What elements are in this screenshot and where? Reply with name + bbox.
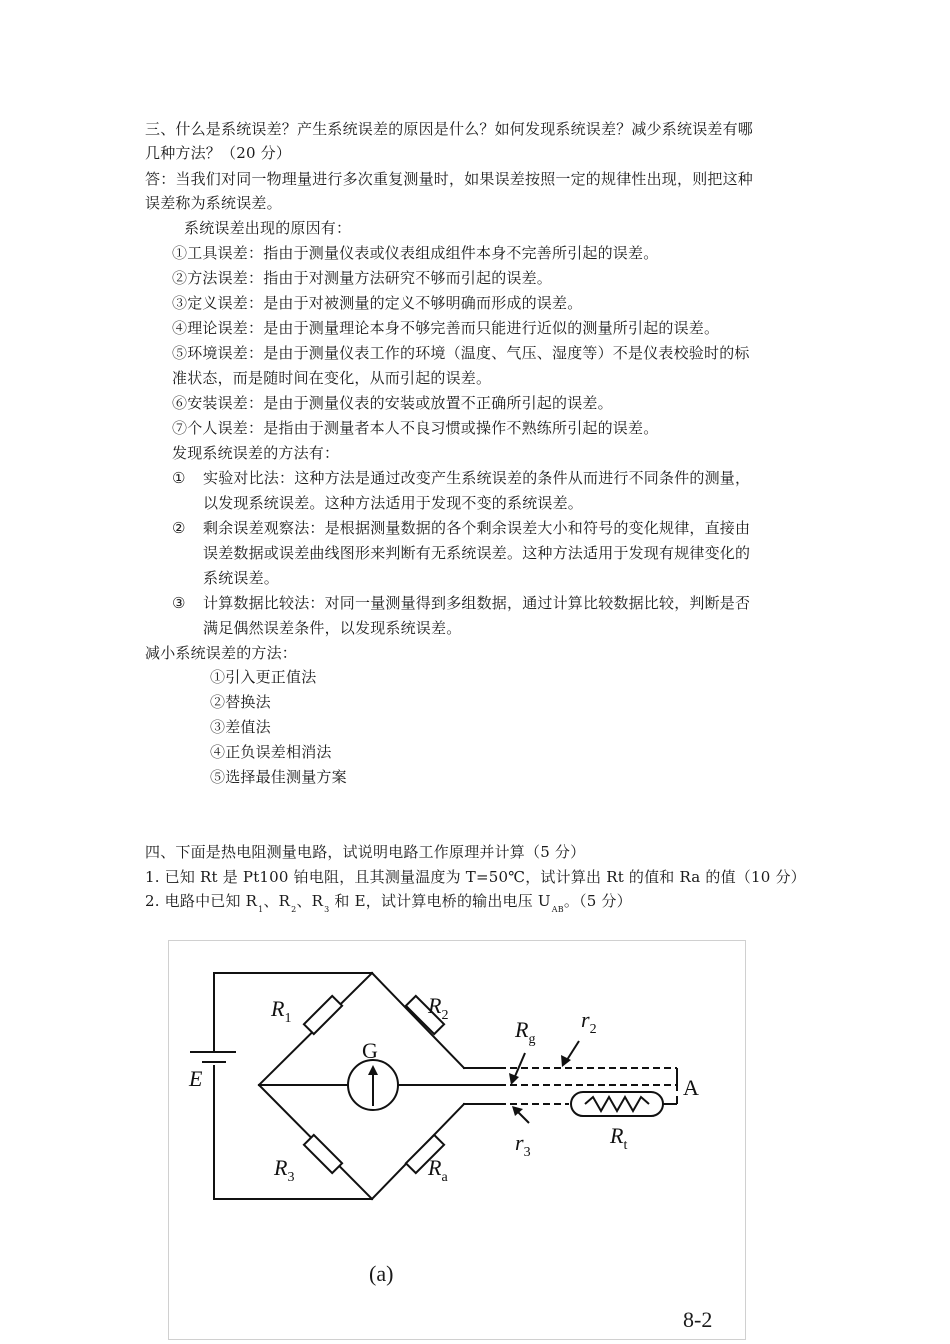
detect-method-number: ③ [172,594,186,612]
causes-heading: 系统误差出现的原因有： [184,219,352,237]
detect-method-text: 剩余误差观察法：是根据测量数据的各个剩余误差大小和符号的变化规律，直接由 [203,519,751,537]
resistor-r1 [304,996,342,1034]
cause-item: ②方法误差：指由于对测量方法研究不够而引起的误差。 [172,269,553,287]
wire-top-left [214,973,372,1034]
detect-method-text: 误差数据或误差曲线图形来判断有无系统误差。这种方法适用于发现有规律变化的 [203,544,751,562]
label-e: E [189,1066,203,1091]
detect-method-text: 计算数据比较法：对同一量测量得到多组数据，通过计算比较数据比较，判断是否 [203,594,751,612]
cause-item: ⑤环境误差：是由于测量仪表工作的环境（温度、气压、湿度等）不是仪表校验时的标 [172,344,750,362]
answer-line-1: 答：当我们对同一物理量进行多次重复测量时，如果误差按照一定的规律性出现，则把这种 [145,170,754,188]
reduce-method: ④正负误差相消法 [210,743,332,761]
label-r2: $R_2$ [428,993,449,1023]
figure-number: 8-2 [683,1307,713,1332]
label-rt: $R_t$ [610,1123,628,1153]
reduce-method: ⑤选择最佳测量方案 [210,768,347,786]
bridge-arm-r2 [372,973,464,1068]
label-a: A [683,1075,699,1100]
cause-item: ⑥安装误差：是由于测量仪表的安装或放置不正确所引起的误差。 [172,394,613,412]
reduce-method: ②替换法 [210,693,271,711]
label-r1: $R_1$ [271,996,292,1026]
reduce-method: ①引入更正值法 [210,668,317,686]
resistor-r3 [304,1135,342,1173]
label-ra: $R_a$ [428,1155,448,1185]
detect-method-number: ② [172,519,186,537]
label-r2-lead: $r_2$ [581,1007,597,1037]
answer-line-2: 误差称为系统误差。 [145,194,282,212]
rt-zigzag [585,1097,649,1111]
label-g: G [362,1038,378,1063]
detect-method-text: 系统误差。 [203,569,280,587]
reduce-method: ③差值法 [210,718,271,736]
detect-method-number: ① [172,469,186,487]
arrow-icon [368,1065,378,1075]
detect-method-text: 满足偶然误差条件，以发现系统误差。 [203,619,462,637]
detect-method-text: 以发现系统误差。这种方法适用于发现不变的系统误差。 [203,494,584,512]
question-4-item-2: 2. 电路中已知 $R_1$、$R_2$、$R_3$ 和 E，试计算电桥的输出电压 $U_{AB}$。（5 分） [145,892,632,914]
cause-item: ③定义误差：是由于对被测量的定义不够明确而形成的误差。 [172,294,583,312]
bridge-circuit-diagram [169,941,745,1339]
label-r3: $R_3$ [274,1155,295,1185]
circuit-figure [168,940,746,1340]
figure-caption: (a) [369,1261,394,1286]
cause-item: ④理论误差：是由于测量理论本身不够完善而只能进行近似的测量所引起的误差。 [172,319,720,337]
label-rg: $R_g$ [515,1017,536,1047]
rg-arrowhead [509,1073,519,1085]
question-4-title: 四、下面是热电阻测量电路，试说明电路工作原理并计算（5 分） [145,843,586,861]
cause-item: ①工具误差：指由于测量仪表或仪表组成组件本身不完善所引起的误差。 [172,244,659,262]
cause-item-continuation: 准状态，而是随时间在变化，从而引起的误差。 [172,369,492,387]
detect-method-text: 实验对比法：这种方法是通过改变产生系统误差的条件从而进行不同条件的测量， [203,469,751,487]
question-4-item-1: 1. 已知 Rt 是 Pt100 铂电阻，且其测量温度为 T=50℃，试计算出 Rt 的值和 Ra 的值（10 分） [145,868,806,886]
question-3-line-1: 三、什么是系统误差？产生系统误差的原因是什么？如何发现系统误差？减少系统误差有哪 [145,120,754,138]
cause-item: ⑦个人误差：是指由于测量者本人不良习惯或操作不熟练所引起的误差。 [172,419,659,437]
label-r3-lead: $r_3$ [515,1130,531,1160]
question-3-line-2: 几种方法？（20 分） [145,144,292,162]
detect-heading: 发现系统误差的方法有： [172,444,340,462]
reduce-heading: 减小系统误差的方法： [145,644,298,662]
